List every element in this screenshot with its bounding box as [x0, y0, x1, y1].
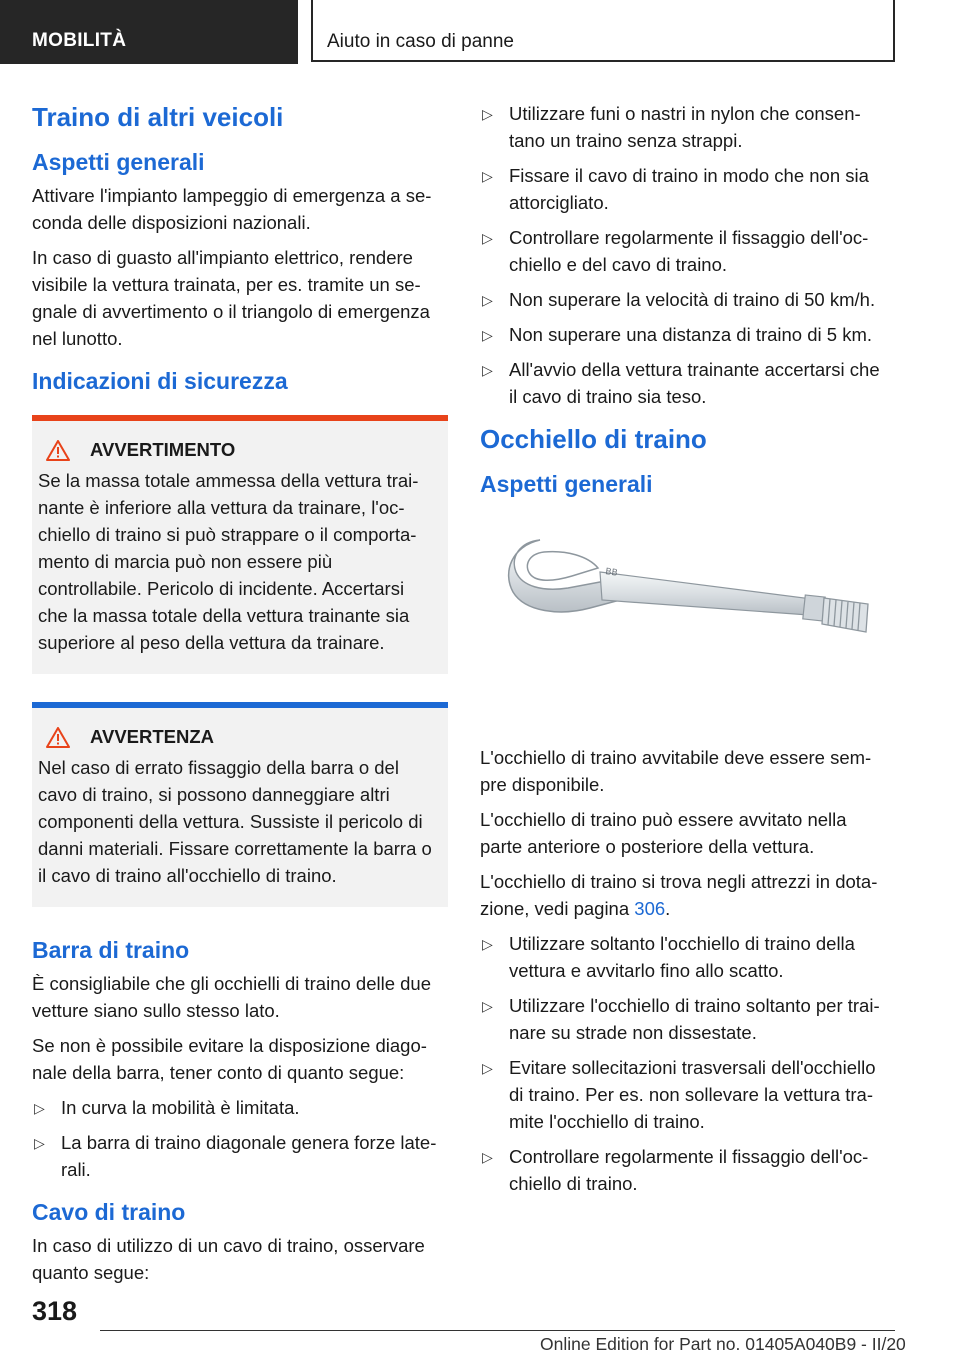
list-item: [32, 1094, 448, 1121]
bar-paragraph-1: È consigliabile che gli occhielli di traino delle due vetture siano sullo stesso lato.: [32, 973, 432, 1022]
list-item-text: La barra di traino diagonale genera forze late-rali.: [61, 1132, 437, 1181]
bullet-triangle-icon: ▷: [482, 230, 493, 246]
warning-text: Se la massa totale ammessa della vettura trai-nante è inferiore alla vettura da trainare, l'oc-chiello di traino si può strappare o il comporta-mento di marcia può non essere più controllabile. Pericolo di incidente. Accertarsi che la massa totale della vettura trainante sia superiore al peso della vettura da trainare.: [38, 470, 419, 654]
list-item: [480, 1143, 890, 1197]
notice-text: Nel caso di errato fissaggio della barra o del cavo di traino, si possono danneggiare altri componenti della vettura. Sussiste il pericolo di danni materiali. Fissare correttamente la barra o il cavo di traino all'occhiello di traino.: [38, 757, 432, 887]
towing-eye-illustration: [480, 512, 890, 730]
warning-box: [32, 415, 448, 674]
bullet-triangle-icon: ▷: [482, 292, 493, 308]
list-item-text: Controllare regolarmente il fissaggio dell'oc-chiello di traino.: [509, 1146, 869, 1195]
notice-title-text: AVVERTENZA: [90, 726, 215, 748]
list-item-text: Utilizzare soltanto l'occhiello di traino della vettura e avvitarlo fino allo scatto.: [509, 933, 855, 982]
section-title: Traino di altri veicoli: [32, 102, 284, 132]
bullet-triangle-icon: ▷: [482, 1060, 493, 1077]
footer-edition: Online Edition for Part no. 01405A040B9 - II/20: [540, 1334, 906, 1354]
bullet-triangle-icon: ▷: [482, 936, 493, 953]
page-number: 318: [32, 1296, 78, 1326]
bullet-triangle-icon: ▷: [482, 998, 493, 1015]
list-item-text: Fissare il cavo di traino in modo che non sia attorcigliato.: [509, 165, 869, 213]
list-item-text: Non superare la velocità di traino di 50 km/h.: [509, 289, 876, 310]
list-item: [480, 992, 890, 1046]
warning-title-text: AVVERTIMENTO: [90, 439, 236, 461]
cable-heading: Cavo di traino: [32, 1199, 186, 1226]
list-item: [480, 162, 890, 216]
towing-eye-paragraph-1: L'occhiello di traino avvitabile deve essere sem-pre disponibile.: [480, 747, 872, 796]
list-item-text: Evitare sollecitazioni trasversali dell'occhiello di traino. Per es. non sollevare la vettura tra-mite l'occhiello di traino.: [509, 1057, 876, 1133]
footer-divider: [100, 1330, 895, 1331]
list-item: [480, 1054, 890, 1135]
right-column: [480, 100, 890, 1205]
safety-heading: Indicazioni di sicurezza: [32, 368, 288, 395]
page-reference-link[interactable]: 306: [634, 898, 666, 920]
list-item-text: In curva la mobilità è limitata.: [61, 1097, 300, 1119]
bar-heading: Barra di traino: [32, 937, 190, 964]
page-header: [0, 0, 960, 64]
towing-eye-bullet-list: [480, 930, 890, 1197]
bullet-triangle-icon: ▷: [34, 1100, 45, 1117]
bullet-triangle-icon: ▷: [34, 1135, 45, 1152]
list-item-text: Utilizzare funi o nastri in nylon che consen-tano un traino senza strappi.: [509, 103, 861, 151]
list-item: [480, 321, 890, 348]
warning-triangle-icon: [46, 727, 70, 748]
towing-eye-title: Occhiello di traino: [480, 424, 707, 454]
list-item: [480, 356, 890, 410]
list-item: [480, 930, 890, 984]
list-item-text: Controllare regolarmente il fissaggio dell'oc-chiello e del cavo di traino.: [509, 227, 869, 275]
list-item-text: Non superare una distanza di traino di 5 km.: [509, 324, 873, 345]
list-item-text: All'avvio della vettura trainante accertarsi che il cavo di traino sia teso.: [509, 359, 880, 407]
bullet-triangle-icon: ▷: [482, 168, 493, 184]
cable-bullet-list: [480, 100, 890, 410]
general-heading: Aspetti generali: [32, 149, 205, 176]
towing-eye-paragraph-2: L'occhiello di traino può essere avvitato nella parte anteriore o posteriore della vettura.: [480, 809, 847, 858]
bullet-triangle-icon: ▷: [482, 106, 493, 122]
bar-bullet-list: [32, 1094, 448, 1183]
svg-text:BB: BB: [604, 567, 619, 579]
paragraph-text: L'occhiello di traino si trova negli attrezzi in dota-zione, vedi pagina: [480, 871, 878, 920]
section-label: MOBILITÀ: [0, 0, 298, 64]
cable-paragraph: In caso di utilizzo di un cavo di traino, osservare quanto segue:: [32, 1235, 425, 1284]
towing-eye-image: [480, 512, 890, 730]
towing-eye-general-heading: Aspetti generali: [480, 471, 653, 498]
list-item-text: Utilizzare l'occhiello di traino soltanto per trai-nare su strade non dissestate.: [509, 995, 880, 1044]
notice-title: [38, 726, 438, 748]
list-item: [32, 1129, 448, 1183]
bullet-triangle-icon: ▷: [482, 1149, 493, 1166]
list-item: [480, 286, 890, 313]
bullet-triangle-icon: ▷: [482, 327, 493, 343]
list-item: [480, 100, 890, 154]
chapter-label: Aiuto in caso di panne: [311, 0, 895, 62]
list-item: [480, 224, 890, 278]
warning-title: [38, 439, 438, 461]
bullet-triangle-icon: ▷: [482, 362, 493, 378]
general-paragraph-2: In caso di guasto all'impianto elettrico, rendere visibile la vettura trainata, per es. tramite un se-gnale di avvertimento o il triangolo di emergenza nel lunotto.: [32, 247, 430, 350]
warning-triangle-icon: [46, 440, 70, 461]
left-column: [32, 100, 448, 1294]
general-paragraph-1: Attivare l'impianto lampeggio di emergenza a se-conda delle disposizioni nazionali.: [32, 185, 432, 234]
notice-box: [32, 702, 448, 907]
towing-eye-paragraph-3: [480, 868, 890, 922]
bar-paragraph-2: Se non è possibile evitare la disposizione diago-nale della barra, tener conto di quanto segue:: [32, 1035, 427, 1084]
paragraph-suffix: .: [665, 898, 671, 920]
